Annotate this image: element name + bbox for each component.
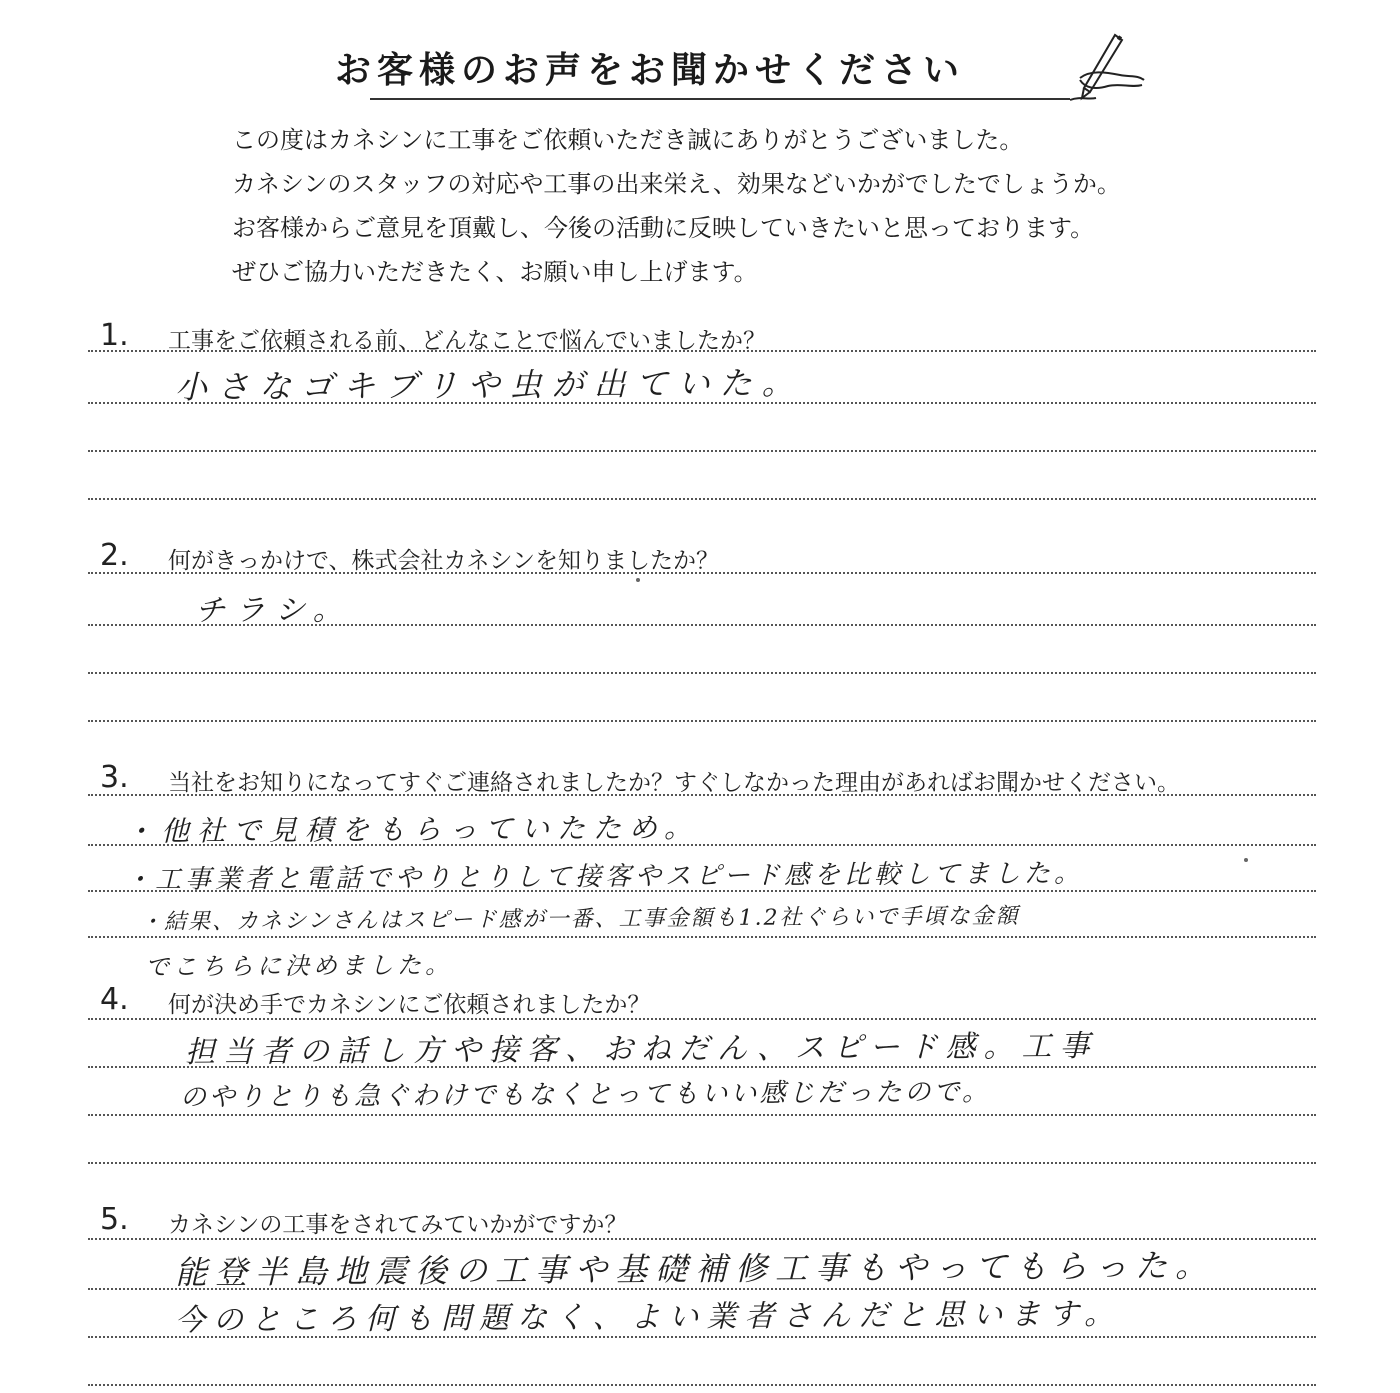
intro-line: お客様からご意見を頂戴し、今後の活動に反映していきたいと思っております。 [232, 214, 1095, 242]
answer-line [88, 1384, 1316, 1386]
answer-line [88, 572, 1316, 574]
question-2-text: 何がきっかけで、株式会社カネシンを知りましたか？ [168, 548, 719, 574]
answer-3-handwriting-line-3: ・結果、カネシンさんはスピード感が一番、工事金額も1.2社ぐらいで手頃な金額 [139, 903, 1020, 936]
question-5-text: カネシンの工事をされてみていかがですか？ [168, 1212, 628, 1238]
scan-speck [636, 578, 640, 582]
answer-line [88, 1018, 1316, 1020]
answer-5-handwriting-line-1: 能登半島地震後の工事や基礎補修工事もやってもらった。 [174, 1246, 1216, 1292]
answer-line [88, 936, 1316, 938]
answer-line [88, 1238, 1316, 1240]
answer-line [88, 402, 1316, 404]
answer-5-handwriting-line-2: 今のところ何も問題なく、よい業者さんだと思います。 [174, 1296, 1123, 1339]
question-1-number: 1. [100, 318, 129, 353]
answer-line [88, 794, 1316, 796]
question-3-text: 当社をお知りになってすぐご連絡されましたか？すぐしなかった理由があればお聞かせください。 [168, 770, 1180, 796]
answer-4-handwriting-line-1: 担当者の話し方や接客、おねだん、スピード感。工事 [184, 1028, 1098, 1071]
answer-3-handwriting-line-2: ・工事業者と電話でやりとりして接客やスピード感を比較してました。 [124, 858, 1085, 896]
pen-writing-icon [1060, 30, 1150, 110]
answer-line [88, 1288, 1316, 1290]
scan-speck [1244, 858, 1248, 862]
answer-line [88, 498, 1316, 500]
title-underline [370, 98, 1070, 103]
intro-line: この度はカネシンに工事をご依頼いただき誠にありがとうございました。 [232, 126, 1024, 154]
answer-line [88, 1066, 1316, 1068]
intro-paragraph [232, 118, 1232, 294]
answer-1-handwriting: 小さなゴキブリや虫が出ていた。 [174, 363, 804, 407]
intro-line: カネシンのスタッフの対応や工事の出来栄え、効果などいかがでしたでしょうか。 [232, 170, 1121, 198]
answer-line [88, 720, 1316, 722]
answer-2-handwriting: チラシ。 [194, 592, 353, 629]
answer-3-handwriting-line-4: でこちらに決めました。 [144, 950, 454, 982]
answer-line [88, 672, 1316, 674]
answer-line [88, 450, 1316, 452]
answer-line [88, 624, 1316, 626]
intro-line: ぜひご協力いただきたく、お願い申し上げます。 [232, 258, 758, 286]
question-2-number: 2. [100, 538, 129, 573]
answer-line [88, 844, 1316, 846]
answer-line [88, 1336, 1316, 1338]
question-5-number: 5. [100, 1202, 129, 1237]
page-title: お客様のお声をお聞かせください [335, 50, 966, 91]
answer-line [88, 890, 1316, 892]
answer-line [88, 1114, 1316, 1116]
question-3-number: 3. [100, 760, 129, 795]
answer-line [88, 1162, 1316, 1164]
question-4-text: 何が決め手でカネシンにご依頼されましたか？ [168, 992, 651, 1018]
answer-line [88, 350, 1316, 352]
question-4-number: 4. [100, 982, 129, 1017]
answer-4-handwriting-line-2: のやりとりも急ぐわけでもなくとってもいい感じだったので。 [179, 1077, 992, 1113]
answer-3-handwriting-line-1: ・他社で見積をもらっていたため。 [124, 810, 701, 849]
question-1-text: 工事をご依頼される前、どんなことで悩んでいましたか？ [168, 328, 766, 354]
